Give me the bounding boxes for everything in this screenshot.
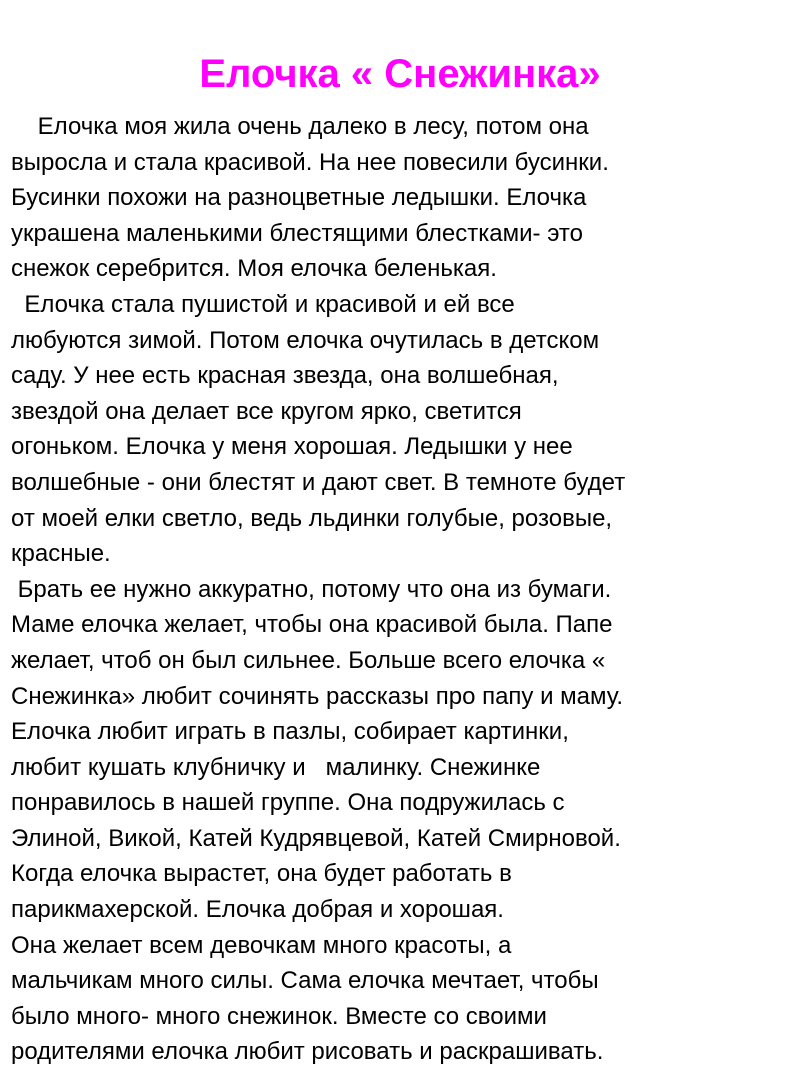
body-line: Снежинка» любит сочинять рассказы про папу и маму. — [11, 682, 624, 710]
body-line: снежок серебрится. Моя елочка беленькая. — [11, 255, 497, 283]
body-line: украшена маленькими блестящими блестками- это — [11, 219, 583, 247]
body-line: любит кушать клубничку и малинку. Снежинке — [11, 753, 541, 781]
body-line: желает, чтоб он был сильнее. Больше всего елочка « — [11, 646, 606, 674]
body-line: от моей елки светло, ведь льдинки голубые, розовые, — [11, 504, 613, 532]
body-line: саду. У нее есть красная звезда, она волшебная, — [11, 362, 559, 390]
document-title: Елочка « Снежинка» — [199, 52, 601, 96]
body-line: родителями елочка любит рисовать и раскрашивать. — [11, 1038, 604, 1066]
body-line: Елочка стала пушистой и красивой и ей все — [11, 290, 515, 318]
body-line: выросла и стала красивой. На нее повесили бусинки. — [11, 148, 609, 176]
body-line: понравилось в нашей группе. Она подружилась с — [11, 789, 565, 817]
document-body — [11, 109, 791, 1067]
body-line: Маме елочка желает, чтобы она красивой была. Папе — [11, 611, 613, 639]
body-line: мальчикам много силы. Сама елочка мечтает, чтобы — [11, 967, 599, 995]
body-line: Когда елочка вырастет, она будет работать в — [11, 860, 512, 888]
body-line: Бусинки похожи на разноцветные ледышки. Елочка — [11, 184, 587, 212]
body-line: Элиной, Викой, Катей Кудрявцевой, Катей Смирновой. — [11, 824, 621, 852]
body-line: парикмахерской. Елочка добрая и хорошая. — [11, 896, 504, 924]
body-line: красные. — [11, 540, 111, 568]
body-line: любуются зимой. Потом елочка очутилась в детском — [11, 326, 600, 354]
body-line: Она желает всем девочкам много красоты, а — [11, 931, 512, 959]
body-line: волшебные - они блестят и дают свет. В темноте будет — [11, 468, 626, 496]
body-line: Елочка любит играть в пазлы, собирает картинки, — [11, 718, 569, 746]
body-line: Брать ее нужно аккуратно, потому что она из бумаги. — [11, 575, 612, 603]
body-line: огоньком. Елочка у меня хорошая. Ледышки у нее — [11, 433, 573, 461]
body-line: было много- много снежинок. Вместе со своими — [11, 1002, 547, 1030]
body-line: Елочка моя жила очень далеко в лесу, потом она — [11, 113, 589, 140]
body-line: звездой она делает все кругом ярко, светится — [11, 397, 522, 425]
